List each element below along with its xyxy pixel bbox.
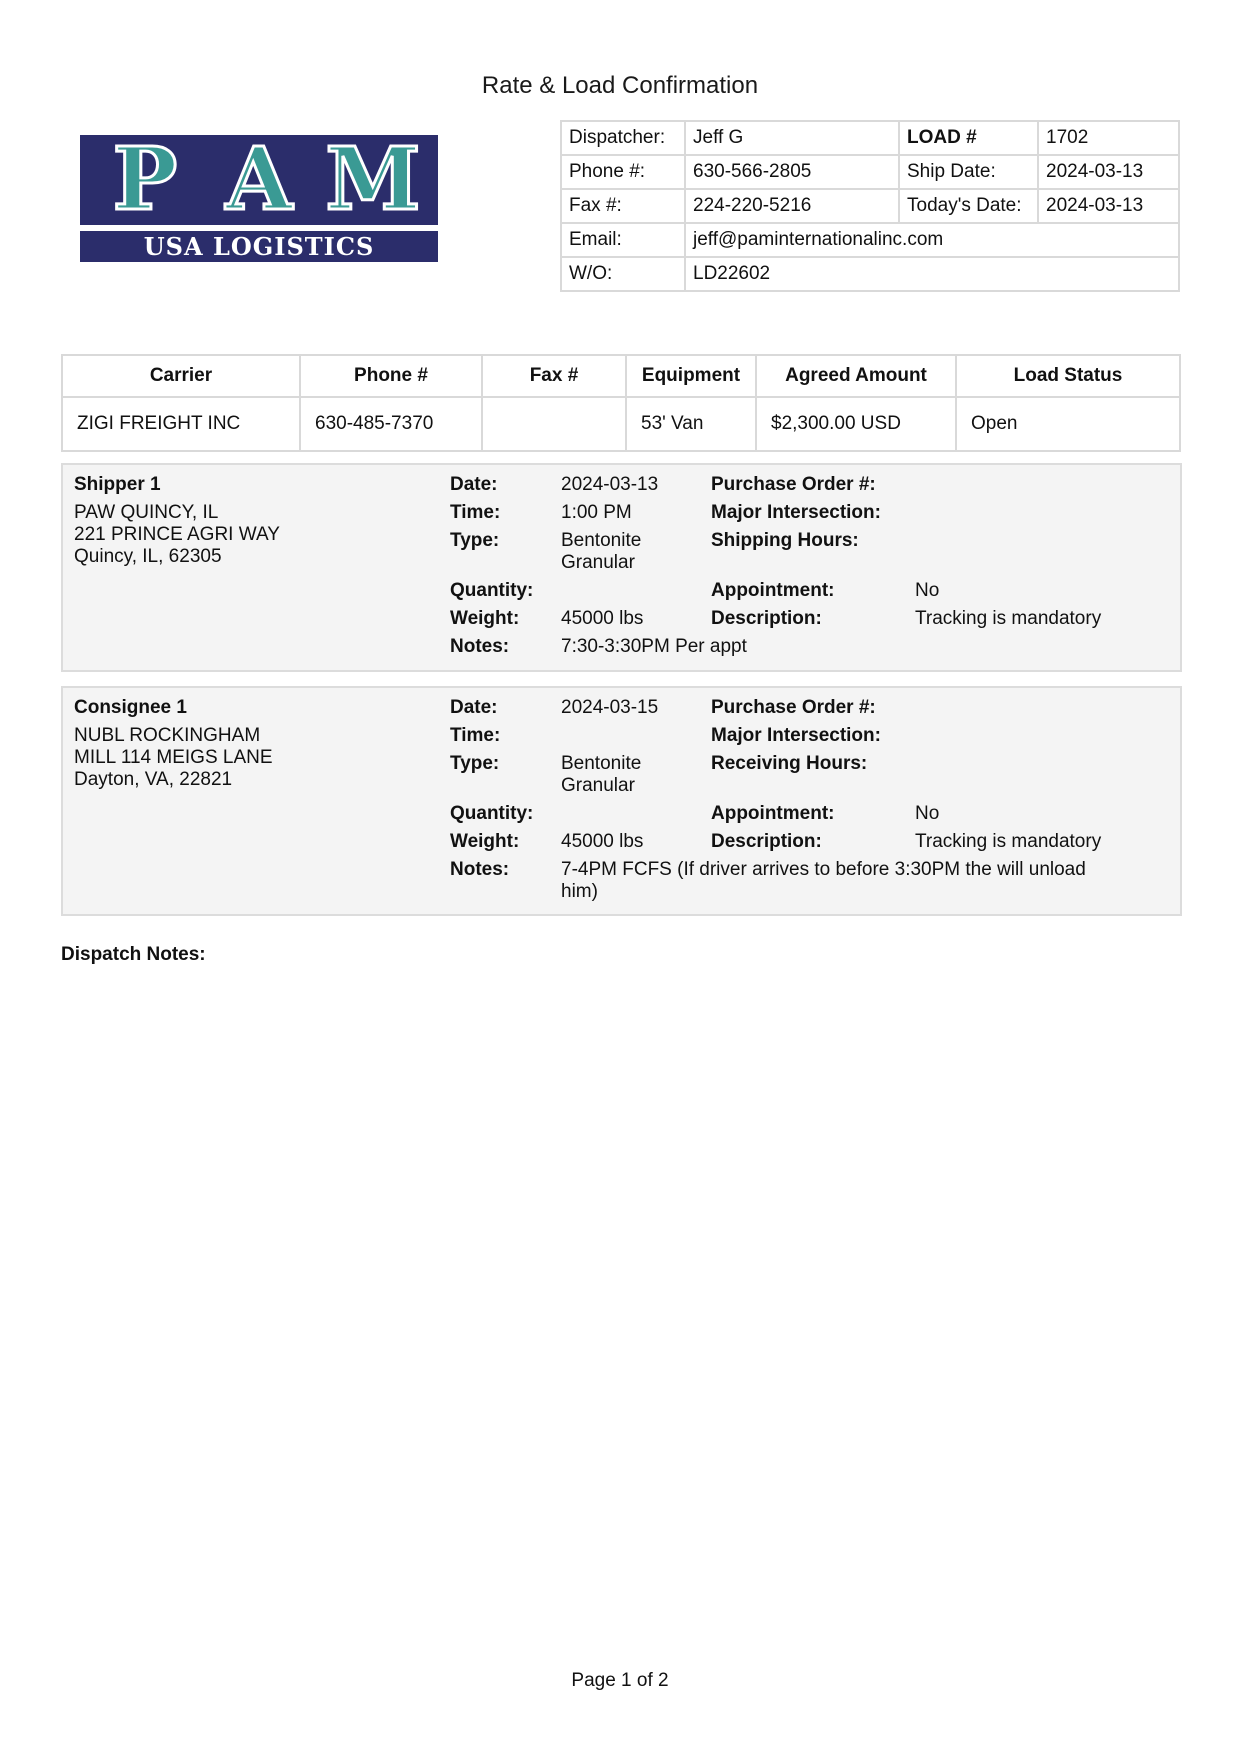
carrier-fax-header: Fax # [482,355,626,397]
equipment-header: Equipment [626,355,756,397]
pam-logo [80,129,438,262]
fax-label: Fax #: [561,189,685,223]
shipper-address-line: Quincy, IL, 62305 [74,546,222,567]
equipment-value: 53' Van [626,397,756,451]
shipper-time-label: Time: [450,502,501,523]
carrier-table [61,354,1181,452]
shipper-description-value: Tracking is mandatory [915,608,1102,629]
ship-date-label: Ship Date: [899,155,1038,189]
wo-label: W/O: [561,257,685,291]
shipper-hours-label: Shipping Hours: [711,530,859,551]
consignee-notes-line: 7-4PM FCFS (If driver arrives to before 3:30PM the will unload [561,859,1086,880]
agreed-amount-header: Agreed Amount [756,355,956,397]
logo-subtitle: USA LOGISTICS [80,231,438,262]
consignee-address [74,725,273,791]
email-label: Email: [561,223,685,257]
consignee-heading: Consignee 1 [74,697,187,718]
dispatcher-value: Jeff G [685,121,899,155]
consignee-address-line: Dayton, VA, 22821 [74,769,233,790]
carrier-header-row [62,355,1180,397]
wo-value: LD22602 [685,257,1179,291]
shipper-description-label: Description: [711,608,822,629]
shipper-type-line: Granular [561,552,635,573]
load-status-value: Open [956,397,1180,451]
phone-label: Phone #: [561,155,685,189]
shipper-address-line: 221 PRINCE AGRI WAY [74,524,280,545]
info-row-dispatcher [561,121,1179,155]
shipper-type-value [561,530,641,574]
consignee-section [61,686,1182,916]
page-number: Page 1 of 2 [571,1670,669,1691]
shipper-intersection-label: Major Intersection: [711,502,881,523]
shipper-date-value: 2024-03-13 [561,474,659,495]
consignee-notes-label: Notes: [450,859,510,880]
info-row-email [561,223,1179,257]
consignee-notes-value [561,859,1086,903]
email-value: jeff@paminternationalinc.com [685,223,1179,257]
shipper-type-label: Type: [450,530,500,551]
dispatch-info-table [560,120,1180,292]
carrier-row [62,397,1180,451]
consignee-type-value [561,753,641,797]
load-number-label: LOAD # [899,121,1038,155]
consignee-type-line: Granular [561,775,635,796]
consignee-time-label: Time: [450,725,501,746]
shipper-address-line: PAW QUINCY, IL [74,502,219,523]
info-row-wo [561,257,1179,291]
logo-letter-m: M [325,129,421,230]
dispatcher-label: Dispatcher: [561,121,685,155]
carrier-fax [482,397,626,451]
consignee-weight-value: 45000 lbs [561,831,644,852]
consignee-address-line: MILL 114 MEIGS LANE [74,747,273,768]
consignee-hours-label: Receiving Hours: [711,753,868,774]
consignee-description-value: Tracking is mandatory [915,831,1102,852]
consignee-notes-line: him) [561,881,598,902]
phone-value: 630-566-2805 [685,155,899,189]
carrier-phone-header: Phone # [300,355,482,397]
shipper-section [61,463,1182,672]
consignee-appointment-value: No [915,803,940,824]
logo-banner [80,129,438,230]
info-row-fax [561,189,1179,223]
todays-date-label: Today's Date: [899,189,1038,223]
fax-value: 224-220-5216 [685,189,899,223]
shipper-heading: Shipper 1 [74,474,161,495]
consignee-date-value: 2024-03-15 [561,697,659,718]
consignee-date-label: Date: [450,697,498,718]
shipper-date-label: Date: [450,474,498,495]
consignee-address-line: NUBL ROCKINGHAM [74,725,261,746]
carrier-phone: 630-485-7370 [300,397,482,451]
ship-date-value: 2024-03-13 [1038,155,1179,189]
load-number-value: 1702 [1038,121,1179,155]
shipper-appointment-label: Appointment: [711,580,835,601]
shipper-address [74,502,280,568]
consignee-quantity-label: Quantity: [450,803,534,824]
shipper-weight-label: Weight: [450,608,520,629]
carrier-name: ZIGI FREIGHT INC [62,397,300,451]
consignee-intersection-label: Major Intersection: [711,725,881,746]
shipper-weight-value: 45000 lbs [561,608,644,629]
consignee-appointment-label: Appointment: [711,803,835,824]
todays-date-value: 2024-03-13 [1038,189,1179,223]
shipper-time-value: 1:00 PM [561,502,632,523]
consignee-description-label: Description: [711,831,822,852]
shipper-notes-label: Notes: [450,636,510,657]
shipper-type-line: Bentonite [561,530,642,551]
shipper-quantity-label: Quantity: [450,580,534,601]
shipper-notes-value: 7:30-3:30PM Per appt [561,636,747,657]
load-status-header: Load Status [956,355,1180,397]
logo-letter-p: P [112,129,178,230]
shipper-appointment-value: No [915,580,940,601]
agreed-amount-value: $2,300.00 USD [756,397,956,451]
document-title: Rate & Load Confirmation [481,72,759,99]
consignee-type-label: Type: [450,753,500,774]
carrier-header: Carrier [62,355,300,397]
shipper-po-label: Purchase Order #: [711,474,876,495]
consignee-weight-label: Weight: [450,831,520,852]
info-row-phone [561,155,1179,189]
dispatch-notes-label: Dispatch Notes: [61,944,206,965]
consignee-po-label: Purchase Order #: [711,697,876,718]
consignee-type-line: Bentonite [561,753,642,774]
logo-letter-a: A [225,129,293,230]
